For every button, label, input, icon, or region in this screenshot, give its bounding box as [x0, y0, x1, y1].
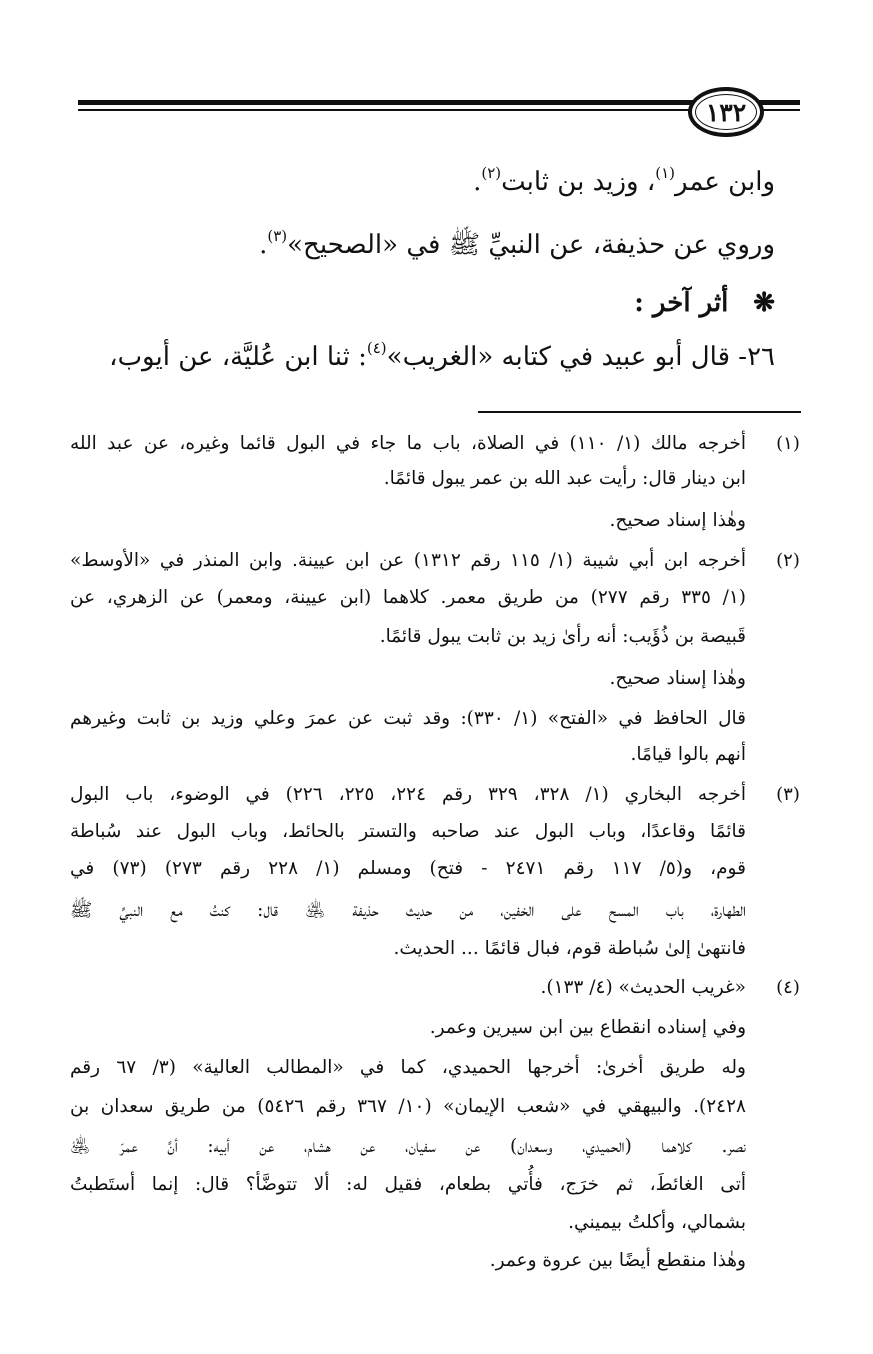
footnote-line: قال الحافظ في «الفتح» (١/ ٣٣٠): وقد ثبت عن عمرَ وعلي وزيد بن ثابت وغيرهم	[70, 708, 746, 729]
footnote-line: «غريب الحديث» (٤/ ١٣٣).	[540, 977, 746, 998]
footnote-number: (١)	[776, 433, 800, 454]
footnote-ref[interactable]: (٢)	[481, 164, 502, 182]
footnote-line: قَبيصة بن ذُؤَيب: أنه رأىٰ زيد بن ثابت يبول قائمًا.	[379, 626, 746, 647]
footnote-line: أنهم بالوا قيامًا.	[630, 744, 746, 765]
text-run: وروي عن حذيفة، عن النبيِّ ﷺ في «الصحيح»	[287, 230, 775, 260]
main-text	[80, 0, 775, 400]
footnote-ref[interactable]: (١)	[655, 164, 676, 182]
footnote-number: (٤)	[776, 977, 800, 998]
footnote-line: نصر. كلاهما (الحميدي، وسعدان) عن سفيان، عن هشام، عن أبيه: أنَّ عمرَ ﵁	[70, 1136, 746, 1157]
text-run: ، وزيد بن ثابت	[501, 167, 656, 197]
footnote-divider	[478, 411, 801, 413]
footnote-ref[interactable]: (٣)	[267, 227, 288, 245]
item-26-line	[109, 337, 775, 377]
asterism-icon: ❋	[753, 288, 775, 318]
footnote-line: (١/ ٣٣٥ رقم ٢٧٧) من طريق معمر. كلاهما (ابن عيينة، ومعمر) عن الزهري، عن	[70, 587, 746, 608]
footnote-ref[interactable]: (٤)	[366, 339, 387, 357]
text-run: ٢٦- قال أبو عبيد في كتابه «الغريب»	[386, 342, 775, 372]
text-run: .	[259, 230, 268, 260]
footnote-line: وهٰذا منقطع أيضًا بين عروة وعمر.	[489, 1250, 746, 1271]
footnote-line: وهٰذا إسناد صحيح.	[609, 510, 746, 531]
footnote-line: وهٰذا إسناد صحيح.	[609, 668, 746, 689]
page-number: ١٣٢	[705, 97, 747, 127]
footnote-line: أخرجه البخاري (١/ ٣٢٨، ٣٢٩ رقم ٢٢٤، ٢٢٥، ٢٢٦) في الوضوء، باب البول	[70, 784, 746, 805]
footnote-line: وله طريق أخرىٰ: أخرجها الحميدي، كما في «المطالب العالية» (٣/ ٦٧ رقم	[70, 1057, 746, 1078]
section-heading	[634, 283, 775, 323]
footnote-line: قوم، و(٥/ ١١٧ رقم ٢٤٧١ - فتح) ومسلم (١/ ٢٢٨ رقم ٢٧٣) (٧٣) في	[70, 858, 746, 879]
footnote-line: بشمالي، وأكلتُ بيميني.	[568, 1212, 746, 1233]
footnote-line: أخرجه ابن أبي شيبة (١/ ١١٥ رقم ١٣١٢) عن ابن عيينة. وابن المنذر في «الأوسط»	[70, 550, 746, 571]
text-run: : ثنا ابن عُليَّة، عن أيوب،	[109, 342, 367, 372]
footnote-line: أتى الغائطَ، ثم خرَج، فأُتي بطعام، فقيل له: ألا تتوضَّأ؟ قال: إنما أستَطبتُ	[70, 1174, 746, 1195]
text-run: .	[473, 167, 482, 197]
footnote-line: أخرجه مالك (١/ ١١٠) في الصلاة، باب ما جاء في البول قائما وغيره، عن عبد الله	[70, 433, 746, 454]
footnote-line: فانتهىٰ إلىٰ سُباطة قوم، فبال قائمًا ... الحديث.	[393, 938, 746, 959]
footnote-line: وفي إسناده انقطاع بين ابن سيرين وعمر.	[429, 1017, 746, 1038]
footnote-line: قائمًا وقاعدًا، وباب البول عند صاحبه والتستر بالحائط، وباب البول عند سُباطة	[70, 821, 746, 842]
footnote-line: ابن دينار قال: رأيت عبد الله بن عمر يبول قائمًا.	[383, 468, 746, 489]
footnote-number: (٣)	[776, 784, 800, 805]
text-run: وابن عمر	[675, 167, 775, 197]
footnote-line: ٢٤٢٨). والبيهقي في «شعب الإيمان» (١٠/ ٣٦٧ رقم ٥٤٢٦) من طريق سعدان بن	[70, 1096, 746, 1117]
footnote-line: الطهارة، باب المسح على الخفين، من حديث حذيفة ﵁ قال: كنتُ مع النبيِّ ﷺ	[70, 900, 746, 921]
heading-text: أثر آخر :	[634, 288, 729, 318]
footnote-number: (٢)	[776, 550, 800, 571]
main-line-1	[473, 162, 775, 202]
main-line-2	[259, 225, 775, 265]
